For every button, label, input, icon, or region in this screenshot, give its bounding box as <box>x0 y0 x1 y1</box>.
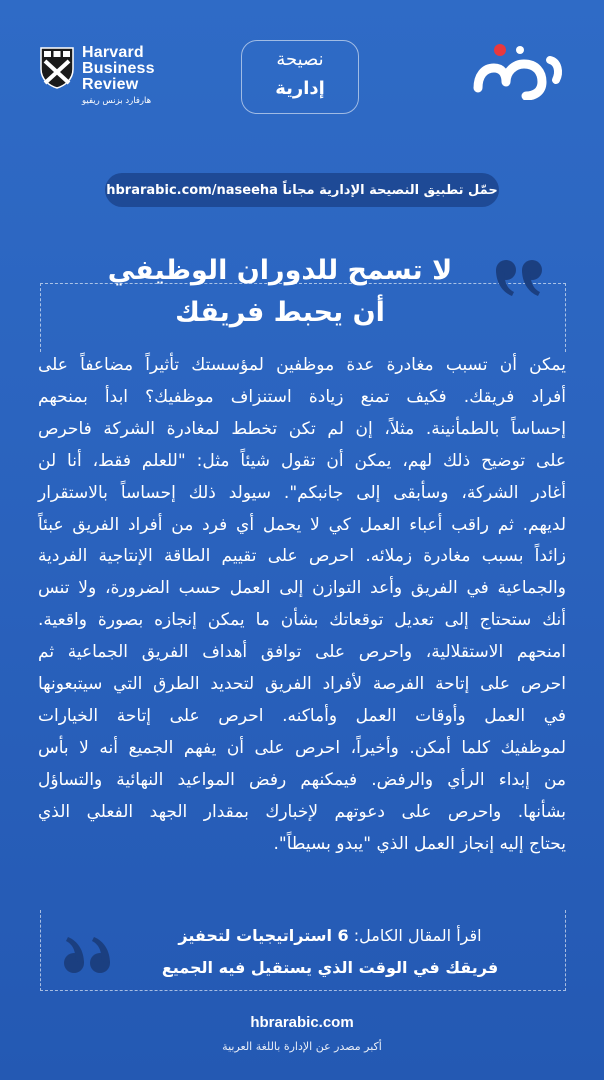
app-download-link[interactable] <box>105 173 499 207</box>
page-title <box>90 250 470 334</box>
quote-mark-icon <box>60 935 116 975</box>
majarra-logo[interactable] <box>470 40 566 100</box>
title-line-1: لا تسمح للدوران الوظيفي <box>107 255 453 286</box>
advice-body <box>38 350 566 861</box>
body-line: على توضيح ذلك لهم، يمكن أن تقول شيئاً مثل: "للعلم فقط، أنا لن <box>38 450 566 471</box>
footer-url-link[interactable]: hbrarabic.com <box>250 1014 354 1031</box>
hbr-logo[interactable] <box>40 45 180 115</box>
body-line: يحتاج إليه إنجاز العمل الذي "يبدو بسيطاً". <box>273 833 566 854</box>
body-line: إحساساً بالطمأنينة. مثلاً، إن لم تكن تخطط لمغادرة الشركة فاحرص <box>38 418 566 439</box>
body-line: لديهم. ثم راقب أعباء العمل كي لا يحمل أي فرد من أفراد الفريق عبئاً <box>38 514 566 535</box>
app-download-text: حمّل تطبيق النصيحة الإدارية مجاناً hbrarabic.com/naseeha <box>106 182 498 198</box>
body-line: بشأنها. واحرص على دعوتهم لإخبارك بمقدار الجهد الفعلي الذي <box>38 801 566 822</box>
article-title-line-2: فريقك في الوقت الذي يستقيل فيه الجميع <box>161 958 499 977</box>
body-line: أنك ستحتاج إلى تعديل توقعاتك بشأن ما يمكن إنجازه بصورة واقعية. <box>38 610 566 631</box>
quote-mark-icon <box>492 258 548 298</box>
hbr-arabic-name: هارفارد بزنس ريفيو <box>82 96 152 106</box>
body-line: أفراد فريقك. فكيف تمنع زيادة استنزاف موظفيك؟ ابدأ بمنحهم <box>38 386 566 407</box>
body-line: من إبداء الرأي والرفض. فيمكنهم رفض المواعيد النهائية والتساؤل <box>38 769 566 790</box>
body-line: احرص على إتاحة الفرصة لأفراد الفريق لتحديد الطرق التي سيتبعونها <box>38 674 566 695</box>
footer-tagline: أكبر مصدر عن الإدارة باللغة العربية <box>222 1040 382 1053</box>
badge-line-1: نصيحة <box>276 49 324 70</box>
body-line: لموظفيك كلما أمكن. وأخيراً، احرص على أن يفهم الجميع أنه لا بأس <box>38 737 566 758</box>
body-line: امنحهم الاستقلالية، واحرص على توافق أهداف الفريق الجماعية ثم <box>38 642 566 663</box>
hbr-wordmark: Harvard Business Review <box>82 44 155 93</box>
body-line: زائداً بسبب مغادرة زملائه. احرص على تقييم الطاقة الإنتاجية الفردية <box>38 546 566 567</box>
category-badge <box>241 40 359 114</box>
badge-line-2: إدارية <box>275 78 325 99</box>
read-full-article-link[interactable] <box>130 920 530 984</box>
hbr-shield-icon <box>40 47 74 89</box>
body-line: يمكن أن تسبب مغادرة عدة موظفين لمؤسستك تأثيراً مضاعفاً على <box>38 355 566 375</box>
body-line: في العمل وأوقات العمل وأماكنه. احرص على إتاحة الخيارات <box>38 705 566 726</box>
body-line: والجماعية في الفريق وأعد التوازن إلى العمل حسب الضرورة، ولا تنس <box>38 578 566 599</box>
title-line-2: أن يحبط فريقك <box>175 297 385 328</box>
read-more-prefix: اقرأ المقال الكامل: <box>353 926 482 945</box>
article-title-line-1: 6 استراتيجيات لتحفيز <box>178 926 349 945</box>
body-line: أغادر الشركة، وسأبقى إلى جانبكم". سيولد ذلك إحساساً بالاستقرار <box>38 482 566 503</box>
